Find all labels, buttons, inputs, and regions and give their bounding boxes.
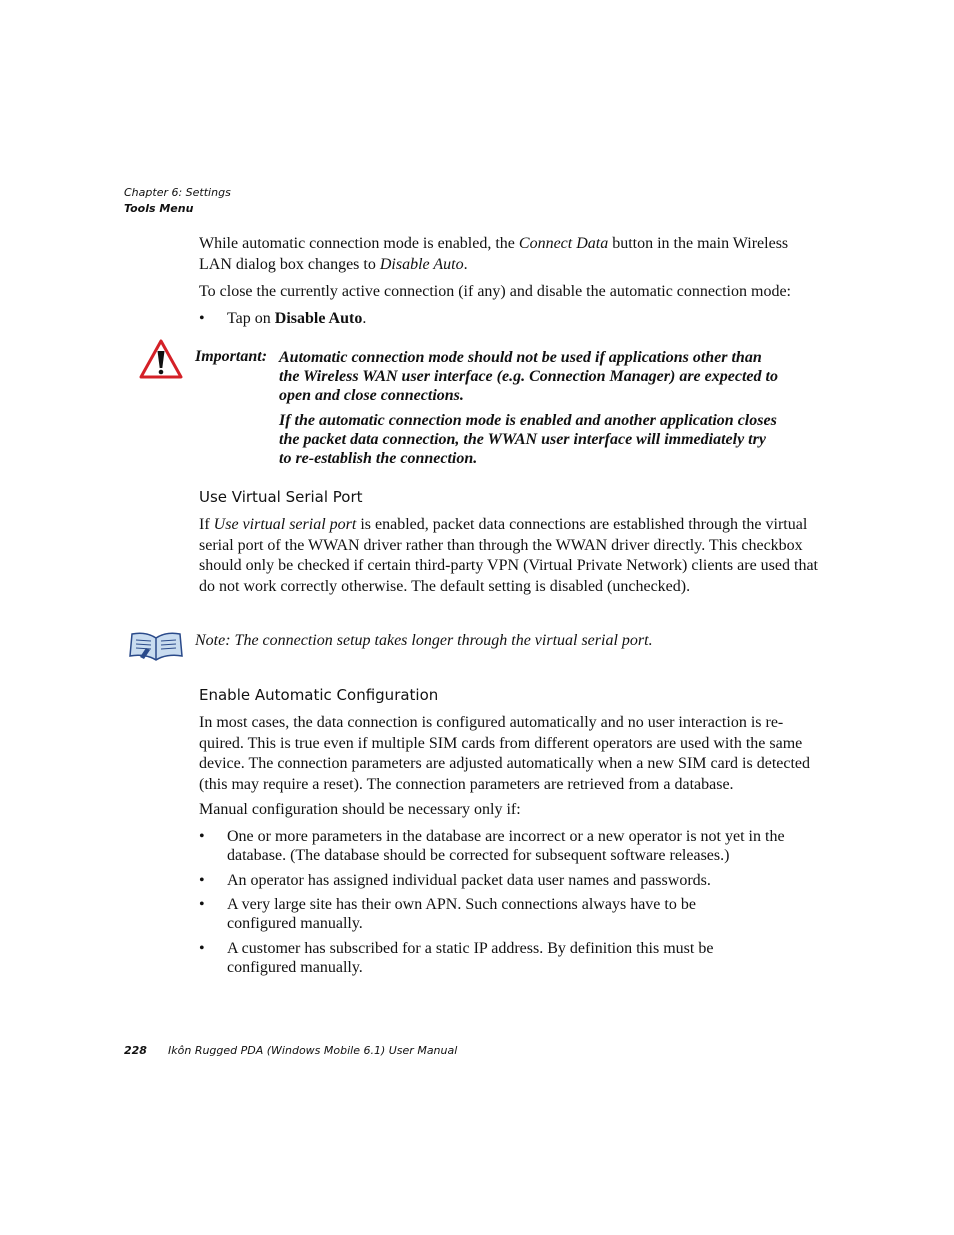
list-item-text: One or more parameters in the database are incorrect or a new operator is not yet in the database. (The database should be corrected for subsequent software releases.) bbox=[227, 828, 785, 864]
section-header: Tools Menu bbox=[124, 202, 194, 215]
list-item bbox=[199, 939, 819, 979]
connect-data-term: Connect Data bbox=[518, 235, 609, 252]
bullet-dot: • bbox=[199, 310, 205, 327]
tap-bullet bbox=[199, 309, 819, 329]
important-text-1 bbox=[279, 348, 819, 405]
close-connection-paragraph: To close the currently active connection (if any) and disable the automatic connection mode: bbox=[199, 283, 791, 300]
important-label: Important: bbox=[195, 348, 268, 365]
serial-text-2: is enabled, packet data connections are established through the virtual serial port of the WWAN driver rather than through the WWAN driver directly. This checkbox should only be checked if certain third-party VPN (Virtual Private Network) clients are used that do not work correctly otherwise. The default setting is disabled (unchecked). bbox=[199, 516, 818, 595]
manual-config-paragraph: Manual configuration should be necessary only if: bbox=[199, 801, 521, 818]
list-item-text: An operator has assigned individual packet data user names and passwords. bbox=[227, 872, 711, 889]
important-line: to re-establish the connection. bbox=[279, 450, 478, 467]
list-item bbox=[199, 827, 819, 867]
auto-config-paragraph: In most cases, the data connection is configured automatically and no user interaction is re-quired. This is true even if multiple SIM cards from different operators are used with the same device. The connection parameters are adjusted automatically when a new SIM card is detected (this may require a reset). The connection parameters are retrieved from a database. bbox=[199, 714, 811, 793]
disable-auto-strong: Disable Auto bbox=[274, 310, 363, 327]
serial-port-paragraph bbox=[199, 515, 819, 597]
tap-text: Tap on bbox=[227, 310, 275, 327]
list-item-text: A customer has subscribed for a static IP address. By definition this must be configured manually. bbox=[227, 940, 714, 976]
auto-config-heading: Enable Automatic Configuration bbox=[199, 686, 439, 704]
important-line: If the automatic connection mode is enabled and another application closes bbox=[279, 412, 777, 429]
disable-auto-term: Disable Auto bbox=[379, 255, 464, 273]
important-line: open and close connections. bbox=[279, 387, 464, 404]
list-item-text: A very large site has their own APN. Such connections always have to be configured manually. bbox=[227, 896, 696, 932]
bullet-dot: • bbox=[199, 872, 205, 889]
warning-triangle-icon bbox=[138, 338, 184, 380]
important-line: the packet data connection, the WWAN user interface will immediately try bbox=[279, 431, 766, 448]
page-number: 228 bbox=[124, 1044, 147, 1057]
serial-term: Use virtual serial port bbox=[213, 516, 357, 533]
note-text: Note: The connection setup takes longer through the virtual serial port. bbox=[195, 632, 653, 649]
intro-text-2: button in the main Wireless LAN dialog box changes to bbox=[199, 235, 789, 273]
important-line: Automatic connection mode should not be used if applications other than bbox=[279, 349, 762, 366]
intro-text-1: While automatic connection mode is enabled, the bbox=[199, 235, 519, 252]
important-text-2 bbox=[279, 411, 819, 468]
footer-title: Ikôn Rugged PDA (Windows Mobile 6.1) User Manual bbox=[168, 1044, 458, 1057]
bullet-dot: • bbox=[199, 896, 205, 913]
bullet-dot: • bbox=[199, 828, 205, 845]
serial-port-heading: Use Virtual Serial Port bbox=[199, 488, 363, 506]
serial-text-1: If bbox=[199, 516, 214, 533]
intro-text-3: . bbox=[463, 255, 468, 273]
list-item bbox=[199, 871, 819, 891]
intro-paragraph bbox=[199, 234, 819, 275]
chapter-header: Chapter 6: Settings bbox=[124, 186, 231, 199]
list-item bbox=[199, 895, 819, 935]
open-book-icon bbox=[128, 630, 184, 662]
important-line: the Wireless WAN user interface (e.g. Connection Manager) are expected to bbox=[279, 368, 778, 385]
bullet-dot: • bbox=[199, 940, 205, 957]
tap-text-end: . bbox=[362, 310, 367, 327]
